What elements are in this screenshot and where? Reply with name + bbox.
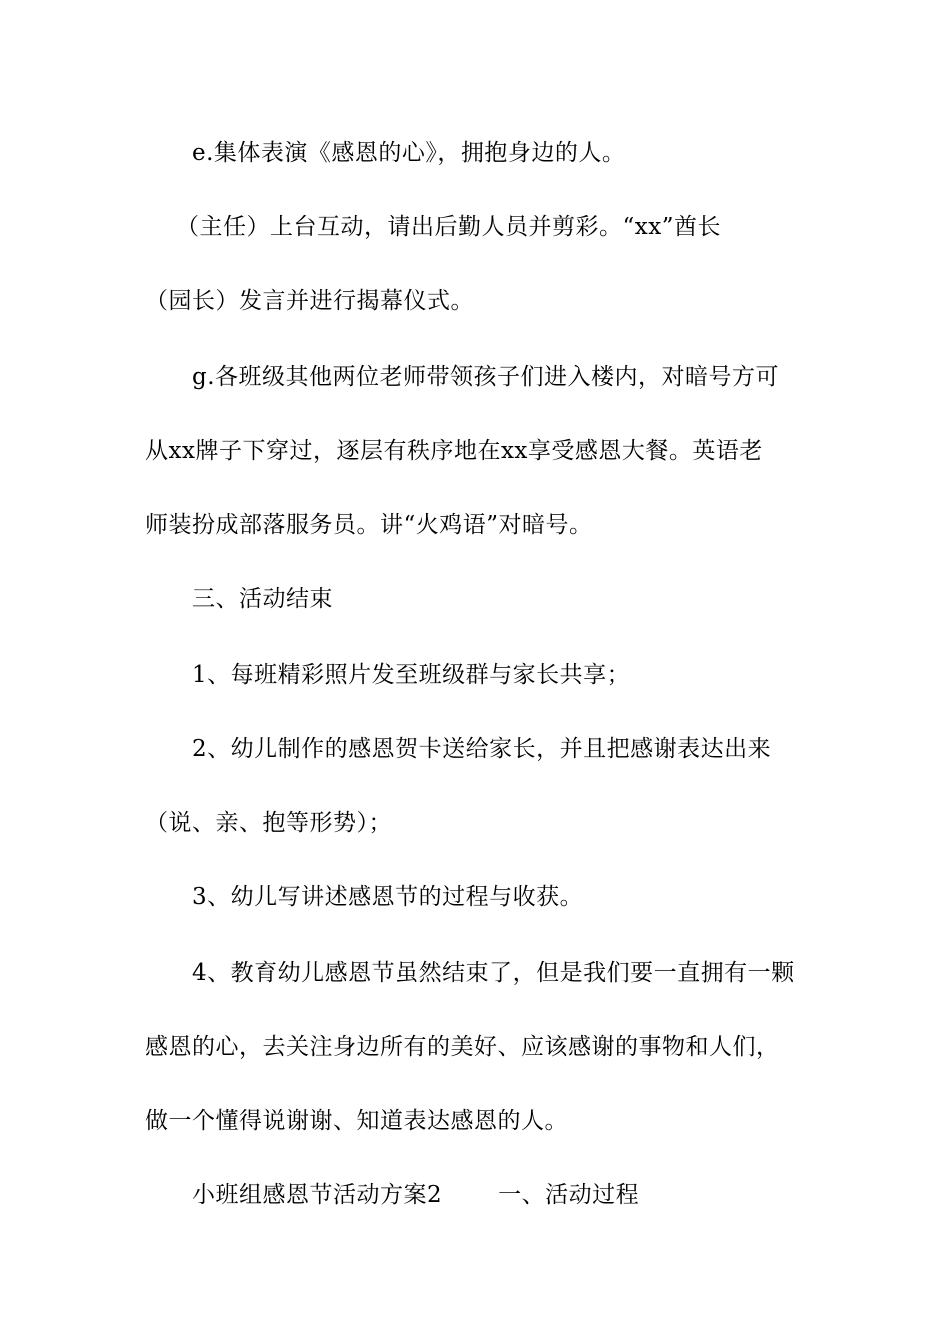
list-item: 4、教育幼儿感恩节虽然结束了，但是我们要一直拥有一颗 xyxy=(192,960,795,986)
list-item: 2、幼儿制作的感恩贺卡送给家长，并且把感谢表达出来 xyxy=(192,736,772,762)
section-heading: 一、活动过程 xyxy=(498,1182,640,1208)
paragraph-line: （主任）上台互动，请出后勤人员并剪彩。“xx”酋长 xyxy=(176,214,721,240)
paragraph-line: 做一个懂得说谢谢、知道表达感恩的人。 xyxy=(145,1108,568,1134)
paragraph-line: （园长）发言并进行揭幕仪式。 xyxy=(145,288,474,314)
paragraph-line: 感恩的心，去关注身边所有的美好、应该感谢的事物和人们， xyxy=(145,1034,780,1060)
list-item: 3、幼儿写讲述感恩节的过程与收获。 xyxy=(192,884,584,910)
paragraph-line: e.集体表演《感恩的心》，拥抱身边的人。 xyxy=(192,140,626,166)
paragraph-line: 师装扮成部落服务员。讲“火鸡语”对暗号。 xyxy=(145,512,593,538)
paragraph-line: g.各班级其他两位老师带领孩子们进入楼内，对暗号方可 xyxy=(192,364,780,390)
paragraph-line: 从xx牌子下穿过，逐层有秩序地在xx享受感恩大餐。英语老 xyxy=(145,438,763,464)
list-item: 1、每班精彩照片发至班级群与家长共享； xyxy=(192,662,631,688)
section-heading: 三、活动结束 xyxy=(192,586,333,612)
document-title: 小班组感恩节活动方案2 xyxy=(192,1182,443,1208)
next-section-line xyxy=(192,1180,857,1210)
paragraph-line: （说、亲、抱等形势）； xyxy=(145,810,392,836)
